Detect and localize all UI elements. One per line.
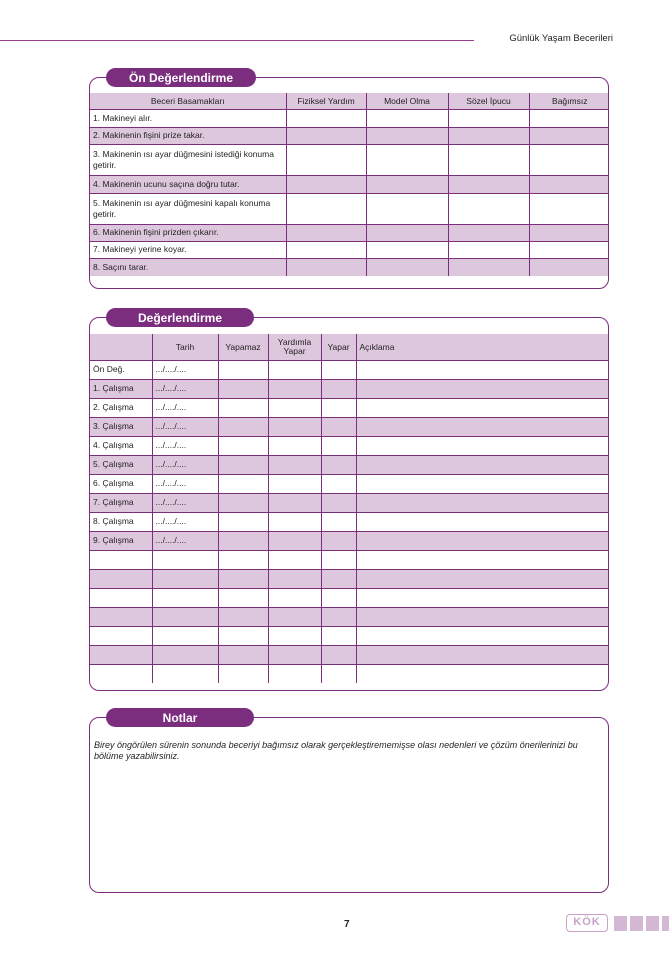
session-label: Ön Değ. <box>90 360 152 379</box>
evaluation-cell[interactable] <box>268 569 321 588</box>
footer-decor-square <box>662 916 669 931</box>
evaluation-cell[interactable] <box>321 474 356 493</box>
pre-assessment-table <box>90 93 609 276</box>
table-row <box>90 417 608 436</box>
date-cell[interactable]: .../..../.... <box>152 379 218 398</box>
rating-cell[interactable] <box>529 127 609 144</box>
step-label: 8. Saçını tarar. <box>90 258 286 276</box>
rating-cell[interactable] <box>529 241 609 258</box>
rating-cell[interactable] <box>448 175 529 193</box>
evaluation-cell[interactable] <box>321 569 356 588</box>
date-cell[interactable]: .../..../.... <box>152 398 218 417</box>
rating-cell[interactable] <box>448 127 529 144</box>
session-label: 6. Çalışma <box>90 474 152 493</box>
date-cell[interactable] <box>152 626 218 645</box>
page-number: 7 <box>344 919 350 930</box>
session-label: 3. Çalışma <box>90 417 152 436</box>
notes-frame[interactable] <box>89 717 609 893</box>
notes-text: Birey öngörülen sürenin sonunda beceriyi bağımsız olarak gerçekleştirememişse olası nedenleri ve çözüm önerilerinizi bu bölüme yazabilirsiniz. <box>94 740 578 762</box>
evaluation-cell[interactable] <box>356 588 608 607</box>
column-header: Bağımsız <box>529 93 609 109</box>
rating-cell[interactable] <box>366 109 448 127</box>
table-row <box>90 455 608 474</box>
rating-cell[interactable] <box>286 241 366 258</box>
evaluation-cell[interactable] <box>218 664 268 683</box>
session-label <box>90 588 152 607</box>
evaluation-cell[interactable] <box>356 493 608 512</box>
rating-cell[interactable] <box>529 258 609 276</box>
evaluation-cell[interactable] <box>218 588 268 607</box>
evaluation-cell[interactable] <box>356 398 608 417</box>
footer-decor-square <box>630 916 643 931</box>
session-label <box>90 664 152 683</box>
rating-cell[interactable] <box>286 258 366 276</box>
header-rule <box>0 40 474 41</box>
column-header: Yapamaz <box>218 334 268 360</box>
date-cell[interactable] <box>152 569 218 588</box>
rating-cell[interactable] <box>448 224 529 241</box>
column-header: Beceri Basamakları <box>90 93 286 109</box>
evaluation-cell[interactable] <box>321 436 356 455</box>
evaluation-cell[interactable] <box>268 360 321 379</box>
evaluation-cell[interactable] <box>218 455 268 474</box>
evaluation-cell[interactable] <box>356 550 608 569</box>
evaluation-cell[interactable] <box>218 493 268 512</box>
session-label: 4. Çalışma <box>90 436 152 455</box>
evaluation-cell[interactable] <box>268 607 321 626</box>
evaluation-cell[interactable] <box>356 664 608 683</box>
notes-section <box>89 710 609 893</box>
session-label <box>90 645 152 664</box>
rating-cell[interactable] <box>366 175 448 193</box>
evaluation-cell[interactable] <box>218 550 268 569</box>
evaluation-cell[interactable] <box>321 607 356 626</box>
table-row <box>90 531 608 550</box>
evaluation-cell[interactable] <box>218 398 268 417</box>
evaluation-cell[interactable] <box>268 626 321 645</box>
table-row <box>90 512 608 531</box>
evaluation-cell[interactable] <box>321 550 356 569</box>
table-row <box>90 550 608 569</box>
date-cell[interactable]: .../..../.... <box>152 512 218 531</box>
evaluation-cell[interactable] <box>268 417 321 436</box>
evaluation-cell[interactable] <box>218 474 268 493</box>
date-cell[interactable]: .../..../.... <box>152 531 218 550</box>
table-row <box>90 569 608 588</box>
footer-decor-square <box>646 916 659 931</box>
table-row <box>90 224 609 241</box>
rating-cell[interactable] <box>366 193 448 224</box>
table-row <box>90 193 609 224</box>
evaluation-cell[interactable] <box>321 360 356 379</box>
evaluation-cell[interactable] <box>356 607 608 626</box>
column-header: Yapar <box>321 334 356 360</box>
table-row <box>90 360 608 379</box>
evaluation-cell[interactable] <box>356 436 608 455</box>
evaluation-cell[interactable] <box>356 474 608 493</box>
table-row <box>90 664 608 683</box>
table-row <box>90 607 608 626</box>
date-cell[interactable]: .../..../.... <box>152 455 218 474</box>
evaluation-cell[interactable] <box>268 455 321 474</box>
evaluation-cell[interactable] <box>321 588 356 607</box>
evaluation-cell[interactable] <box>218 417 268 436</box>
rating-cell[interactable] <box>366 127 448 144</box>
step-label: 1. Makineyi alır. <box>90 109 286 127</box>
date-cell[interactable]: .../..../.... <box>152 493 218 512</box>
rating-cell[interactable] <box>366 258 448 276</box>
rating-cell[interactable] <box>448 258 529 276</box>
evaluation-cell[interactable] <box>321 512 356 531</box>
rating-cell[interactable] <box>529 224 609 241</box>
evaluation-cell[interactable] <box>356 455 608 474</box>
evaluation-cell[interactable] <box>268 512 321 531</box>
evaluation-frame <box>89 317 609 691</box>
column-header: Model Olma <box>366 93 448 109</box>
rating-cell[interactable] <box>529 193 609 224</box>
table-row <box>90 144 609 175</box>
column-header: Yardımla Yapar <box>268 334 321 360</box>
evaluation-cell[interactable] <box>321 626 356 645</box>
date-cell[interactable]: .../..../.... <box>152 417 218 436</box>
rating-cell[interactable] <box>448 193 529 224</box>
rating-cell[interactable] <box>286 193 366 224</box>
date-cell[interactable]: .../..../.... <box>152 436 218 455</box>
evaluation-cell[interactable] <box>356 512 608 531</box>
evaluation-cell[interactable] <box>268 379 321 398</box>
rating-cell[interactable] <box>286 127 366 144</box>
table-row <box>90 127 609 144</box>
evaluation-cell[interactable] <box>321 398 356 417</box>
date-cell[interactable] <box>152 607 218 626</box>
table-row <box>90 398 608 417</box>
step-label: 7. Makineyi yerine koyar. <box>90 241 286 258</box>
table-row <box>90 626 608 645</box>
date-cell[interactable] <box>152 588 218 607</box>
table-row <box>90 493 608 512</box>
rating-cell[interactable] <box>286 175 366 193</box>
evaluation-cell[interactable] <box>356 531 608 550</box>
evaluation-section <box>89 310 609 691</box>
evaluation-title: Değerlendirme <box>106 308 254 327</box>
evaluation-cell[interactable] <box>218 436 268 455</box>
rating-cell[interactable] <box>448 109 529 127</box>
evaluation-cell[interactable] <box>356 379 608 398</box>
evaluation-cell[interactable] <box>356 645 608 664</box>
rating-cell[interactable] <box>286 144 366 175</box>
rating-cell[interactable] <box>286 109 366 127</box>
evaluation-cell[interactable] <box>321 417 356 436</box>
evaluation-cell[interactable] <box>268 474 321 493</box>
step-label: 3. Makinenin ısı ayar düğmesini istediği konuma getirir. <box>90 144 286 175</box>
date-cell[interactable] <box>152 645 218 664</box>
column-header: Açıklama <box>356 334 608 360</box>
rating-cell[interactable] <box>529 175 609 193</box>
evaluation-cell[interactable] <box>356 626 608 645</box>
table-row <box>90 379 608 398</box>
evaluation-cell[interactable] <box>356 569 608 588</box>
evaluation-cell[interactable] <box>321 493 356 512</box>
session-label: 8. Çalışma <box>90 512 152 531</box>
publisher-logo: KÖK <box>566 914 608 932</box>
evaluation-cell[interactable] <box>218 607 268 626</box>
step-label: 4. Makinenin ucunu saçına doğru tutar. <box>90 175 286 193</box>
pre-assessment-section <box>89 70 609 289</box>
session-label: 7. Çalışma <box>90 493 152 512</box>
evaluation-cell[interactable] <box>321 645 356 664</box>
rating-cell[interactable] <box>286 224 366 241</box>
evaluation-cell[interactable] <box>268 493 321 512</box>
evaluation-cell[interactable] <box>218 569 268 588</box>
column-header: Sözel İpucu <box>448 93 529 109</box>
table-row <box>90 175 609 193</box>
session-label <box>90 569 152 588</box>
table-row <box>90 588 608 607</box>
header-title: Günlük Yaşam Becerileri <box>509 33 613 44</box>
step-label: 2. Makinenin fişini prize takar. <box>90 127 286 144</box>
evaluation-cell[interactable] <box>268 436 321 455</box>
evaluation-cell[interactable] <box>268 531 321 550</box>
evaluation-cell[interactable] <box>218 531 268 550</box>
evaluation-cell[interactable] <box>218 626 268 645</box>
rating-cell[interactable] <box>529 109 609 127</box>
date-cell[interactable]: .../..../.... <box>152 474 218 493</box>
evaluation-cell[interactable] <box>321 455 356 474</box>
evaluation-cell[interactable] <box>321 664 356 683</box>
evaluation-table <box>90 334 608 683</box>
evaluation-cell[interactable] <box>218 512 268 531</box>
evaluation-cell[interactable] <box>268 588 321 607</box>
evaluation-cell[interactable] <box>356 360 608 379</box>
date-cell[interactable]: .../..../.... <box>152 360 218 379</box>
pre-assessment-title: Ön Değerlendirme <box>106 68 256 87</box>
evaluation-cell[interactable] <box>321 531 356 550</box>
date-cell[interactable] <box>152 550 218 569</box>
column-header: Tarih <box>152 334 218 360</box>
session-label <box>90 550 152 569</box>
session-label <box>90 626 152 645</box>
evaluation-cell[interactable] <box>218 360 268 379</box>
evaluation-cell[interactable] <box>218 645 268 664</box>
table-row <box>90 258 609 276</box>
rating-cell[interactable] <box>448 241 529 258</box>
session-label: 2. Çalışma <box>90 398 152 417</box>
evaluation-cell[interactable] <box>321 379 356 398</box>
table-row <box>90 241 609 258</box>
rating-cell[interactable] <box>448 144 529 175</box>
column-header <box>90 334 152 360</box>
table-row <box>90 645 608 664</box>
table-row <box>90 474 608 493</box>
evaluation-cell[interactable] <box>268 398 321 417</box>
evaluation-cell[interactable] <box>356 417 608 436</box>
column-header: Fiziksel Yardım <box>286 93 366 109</box>
step-label: 6. Makinenin fişini prizden çıkarır. <box>90 224 286 241</box>
session-label: 5. Çalışma <box>90 455 152 474</box>
rating-cell[interactable] <box>366 144 448 175</box>
session-label <box>90 607 152 626</box>
rating-cell[interactable] <box>366 224 448 241</box>
table-row <box>90 436 608 455</box>
notes-title: Notlar <box>106 708 254 727</box>
rating-cell[interactable] <box>529 144 609 175</box>
footer-decor-square <box>614 916 627 931</box>
evaluation-cell[interactable] <box>268 550 321 569</box>
evaluation-cell[interactable] <box>218 379 268 398</box>
session-label: 9. Çalışma <box>90 531 152 550</box>
evaluation-cell[interactable] <box>268 645 321 664</box>
step-label: 5. Makinenin ısı ayar düğmesini kapalı konuma getirir. <box>90 193 286 224</box>
pre-assessment-frame <box>89 77 609 289</box>
session-label: 1. Çalışma <box>90 379 152 398</box>
table-row <box>90 109 609 127</box>
date-cell[interactable] <box>152 664 218 683</box>
evaluation-cell[interactable] <box>268 664 321 683</box>
rating-cell[interactable] <box>366 241 448 258</box>
